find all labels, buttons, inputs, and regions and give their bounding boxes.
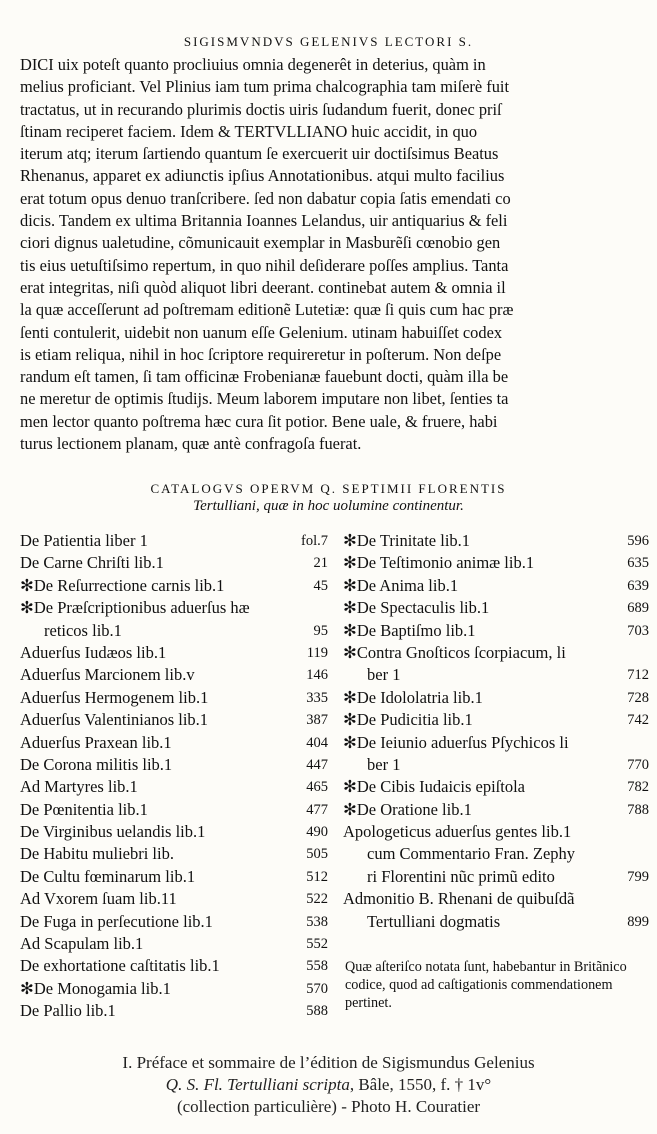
text-line: is etiam reliqua, nihil in hoc ſcriptore requireretur in poſterum. Non deſpe: [20, 344, 502, 364]
catalog-entry: [343, 687, 653, 709]
catalog-entry-title: ✻De Monogamia lib.1: [20, 978, 171, 998]
text-line: la quæ acceſſerunt ad poſtremam editionẽ Lutetiæ: quæ ſi quis cum hac præ: [20, 300, 514, 320]
catalog-entry: [20, 642, 332, 664]
catalog-entry-title: ✻De Anima lib.1: [343, 575, 459, 595]
text-line: ſtinam reciperet faciem. Idem & TERTVLLIANO huic accidit, in quo: [20, 121, 478, 141]
catalog-entry-folio: 689: [627, 600, 649, 617]
catalog-entry-title: ✻De Reſurrectione carnis lib.1: [20, 575, 225, 595]
catalog-entry: [20, 911, 332, 933]
catalog-entry-folio: 21: [313, 555, 328, 572]
catalog-entry-title: Apologeticus aduerſus gentes lib.1: [343, 822, 572, 842]
text-line: turus lectionem planam, quæ antè confragoſa fuerat.: [20, 434, 362, 454]
catalog-entry-folio: 596: [627, 533, 649, 549]
catalog-entry-folio: 770: [627, 756, 649, 773]
catalog-entry-folio: 639: [627, 577, 649, 594]
catalog-entry: [20, 776, 332, 798]
catalog-entry-folio: 465: [306, 779, 328, 796]
catalog-entry: [343, 597, 653, 619]
catalog-entry-title: Ad Vxorem ſuam lib.11: [20, 889, 177, 909]
catalog-entry-title: Ad Martyres lib.1: [20, 777, 138, 797]
text-line: dicis. Tandem ex ultima Britannia Ioannes Lelandus, uir antiquarius & feli: [20, 211, 508, 231]
preface-text: [20, 54, 650, 455]
catalog-entry-title: De Habitu muliebri lib.: [20, 844, 174, 864]
catalog-entry-title: ber 1: [367, 665, 401, 685]
catalog-entry-folio: 95: [313, 622, 328, 639]
catalog-entry-title: ✻De Trinitate lib.1: [343, 531, 471, 550]
catalog-entry: [343, 575, 653, 597]
catalog-entry: [20, 597, 332, 619]
catalog-entry-title: De Fuga in perſecutione lib.1: [20, 911, 213, 931]
catalog-entry-folio: 570: [306, 980, 328, 997]
catalog-entry-title: Admonitio B. Rhenani de quibuſdã: [343, 889, 575, 909]
catalog-entry: [20, 754, 332, 776]
catalog-entry-title: De Cultu fœminarum lib.1: [20, 866, 196, 886]
catalog-entry-title: Tertulliani dogmatis: [367, 911, 501, 931]
catalog-entry: [343, 552, 653, 574]
figure-caption: [0, 1052, 657, 1118]
catalog-entry-title: Aduerſus Iudæos lib.1: [20, 642, 167, 662]
catalog-entry: [20, 799, 332, 821]
asterisk-note: Quæ aſteriſco notata ſunt, habebantur in Britãnico codice, quod ad caſtigationis commendationem pertinet.: [345, 959, 627, 1011]
catalog-entry: [343, 754, 653, 776]
catalog-entry-title: ✻De Pudicitia lib.1: [343, 710, 473, 730]
catalog-entry-title: ✻De Teſtimonio animæ lib.1: [343, 553, 535, 573]
catalog-entry-folio: 552: [306, 936, 328, 953]
catalog-left-column: [20, 530, 332, 1023]
text-line: DICI uix poteſt quanto procliuius omnia degenerêt in deterius, quàm in: [20, 55, 486, 74]
text-line: tractatus, ut in recurando plurimis doctis uiris ſudandum fuerit, donec priſ: [20, 99, 502, 119]
text-line: erat totum opus denuo tranſcribere. ſed non dabatur copia ſatis emendati co: [20, 188, 511, 208]
catalog-entry-folio: 538: [306, 913, 328, 930]
catalog-entry: [20, 687, 332, 709]
caption-imprint: , Bâle, 1550, f. † 1v°: [349, 1075, 492, 1094]
catalog-entry: [343, 709, 653, 731]
catalog-entry-folio: 387: [306, 712, 328, 729]
catalog-entry-folio: 788: [627, 801, 649, 818]
text-line: ne meretur de optimis ſtudijs. Meum laborem imputare non libet, ſenties ta: [20, 389, 509, 409]
catalog-entry-title: De Corona militis lib.1: [20, 754, 173, 774]
catalog-entry-folio: 703: [627, 622, 649, 639]
text-line: ſenti contulerit, uidebit non uanum eſſe Gelenium. utinam habuiſſet codex: [20, 322, 503, 342]
catalog-subtitle: Tertulliani, quæ in hoc uolumine continentur.: [193, 498, 464, 514]
catalog-entry-folio: 588: [306, 1003, 328, 1020]
catalog-entry: [343, 530, 653, 552]
text-line: tis eius uetuſtiſsimo repertum, in quo nihil deſiderare poſſes amplius. Tanta: [20, 255, 509, 275]
catalog-entry-folio: 146: [306, 667, 328, 684]
catalog-entry: [343, 664, 653, 686]
catalog-entry-title: ✻De Ieiunio aduerſus Pſychicos li: [343, 732, 569, 752]
catalog-entry: [20, 955, 332, 977]
caption-line-2: [0, 1074, 657, 1096]
catalog-entry-title: Aduerſus Valentinianos lib.1: [20, 710, 209, 730]
catalog-entry-title: ri Florentini nũc primũ edito: [367, 866, 555, 886]
catalog-right-column: [343, 530, 653, 933]
catalog-entry: [20, 888, 332, 910]
catalog-entry: [20, 709, 332, 731]
catalog-entry-folio: 404: [306, 734, 328, 751]
catalog-entry: [20, 978, 332, 1000]
catalog-entry-title: ✻De Spectaculis lib.1: [343, 598, 490, 618]
caption-work-title: Q. S. Fl. Tertulliani scripta: [165, 1075, 350, 1094]
text-line: randum eſt tamen, ſi tam officinæ Frobenianæ fauebunt docti, quàm illa be: [20, 367, 509, 387]
text-line: melius proficiant. Vel Plinius iam tum prima chalcographia tam miſerè fuit: [20, 77, 510, 97]
catalog-entry-title: ✻De Oratione lib.1: [343, 799, 472, 819]
catalog-entry-folio: 119: [306, 644, 328, 661]
catalog-entry-title: De Patientia liber 1: [20, 531, 148, 550]
text-line: ciori dignus ualetudine, cõmunicauit exemplar in Masburẽſi cœnobio gen: [20, 233, 501, 253]
catalog-entry: [343, 799, 653, 821]
catalog-entry: [343, 911, 653, 933]
catalog-entry: [343, 732, 653, 754]
catalog-entry-title: De Carne Chriſti lib.1: [20, 553, 164, 573]
catalog-entry-folio: 558: [306, 958, 328, 975]
catalog-entry: [20, 933, 332, 955]
catalog-entry: [343, 843, 653, 865]
catalog-entry: [343, 620, 653, 642]
catalog-entry: [343, 776, 653, 798]
catalog-entry-folio: 45: [313, 577, 328, 594]
caption-line-1: I. Préface et sommaire de l’édition de Sigismundus Gelenius: [122, 1053, 535, 1072]
catalog-entry-folio: 490: [306, 824, 328, 841]
catalog-entry: [343, 866, 653, 888]
catalog-entry-title: ✻De Præſcriptionibus aduerſus hæ: [20, 598, 250, 618]
catalog-entry-title: ber 1: [367, 754, 401, 774]
catalog-entry: [343, 888, 653, 910]
catalog-entry-title: ✻Contra Gnoſticos ſcorpiacum, li: [343, 642, 566, 662]
catalog-entry-folio: 899: [627, 913, 649, 930]
catalog-entry: [20, 530, 332, 552]
catalog-entry-folio: 477: [306, 801, 328, 818]
catalog-entry: [343, 642, 653, 664]
catalog-entry-title: Aduerſus Hermogenem lib.1: [20, 687, 209, 707]
catalog-entry-title: De Virginibus uelandis lib.1: [20, 822, 206, 842]
catalog-entry-folio: 799: [627, 868, 649, 885]
catalog-entry: [20, 575, 332, 597]
catalog-entry: [20, 620, 332, 642]
catalog-entry-title: ✻De Baptiſmo lib.1: [343, 620, 476, 640]
catalog-entry-title: ✻De Cibis Iudaicis epiſtola: [343, 777, 525, 797]
catalog-entry-title: Ad Scapulam lib.1: [20, 934, 144, 954]
catalog-entry-folio: 505: [306, 846, 328, 863]
catalog-entry: [20, 552, 332, 574]
text-line: Rhenanus, apparet ex adiunctis ipſius Annotationibus. atqui multo facilius: [20, 166, 505, 186]
catalog-entry-folio: 742: [627, 712, 649, 729]
catalog-entry: [20, 866, 332, 888]
catalog-entry-title: De Pallio lib.1: [20, 1001, 116, 1021]
catalog-entry: [20, 1000, 332, 1022]
text-line: erat integritas, niſi quòd aliquot libri deerant. continebat autem & omnia il: [20, 277, 506, 297]
catalog-entry-folio: 447: [306, 756, 328, 773]
catalog-entry-title: reticos lib.1: [44, 620, 122, 640]
catalog-entry-folio: 635: [627, 555, 649, 572]
catalog-entry-folio: 522: [306, 891, 328, 908]
text-line: iterum atq; iterum ſartiendo quantum ſe exercuerit uir doctiſsimus Beatus: [20, 144, 499, 164]
text-line: men lector quanto poſtrema hæc cura ſit potior. Bene uale, & fruere, habi: [20, 411, 498, 431]
catalog-entry: [20, 664, 332, 686]
catalog-entry-folio: 728: [627, 689, 649, 706]
catalog-entry-title: cum Commentario Fran. Zephy: [367, 844, 576, 864]
catalog-entry: [343, 821, 653, 843]
catalog-title: CATALOGVS OPERVM Q. SEPTIMII FLORENTIS: [150, 481, 507, 496]
catalog-entry-folio: 335: [306, 689, 328, 706]
catalog-entry: [20, 821, 332, 843]
running-head: SIGISMVNDVS GELENIVS LECTORI S.: [183, 34, 474, 49]
catalog-entry: [20, 732, 332, 754]
catalog-entry-title: Aduerſus Marcionem lib.v: [20, 665, 195, 685]
catalog-entry-title: ✻De Idololatria lib.1: [343, 687, 483, 707]
catalog-entry-title: De exhortatione caſtitatis lib.1: [20, 956, 220, 976]
caption-line-3: (collection particulière) - Photo H. Couratier: [176, 1097, 481, 1116]
catalog-entry-folio: 782: [627, 779, 649, 796]
catalog-entry-title: De Pœnitentia lib.1: [20, 799, 148, 819]
catalog-entry-title: Aduerſus Praxean lib.1: [20, 732, 172, 752]
catalog-entry: [20, 843, 332, 865]
catalog-entry-folio: 512: [306, 868, 328, 885]
catalog-entry-folio: 712: [627, 667, 649, 684]
catalog-entry-folio: fol.7: [301, 533, 328, 549]
